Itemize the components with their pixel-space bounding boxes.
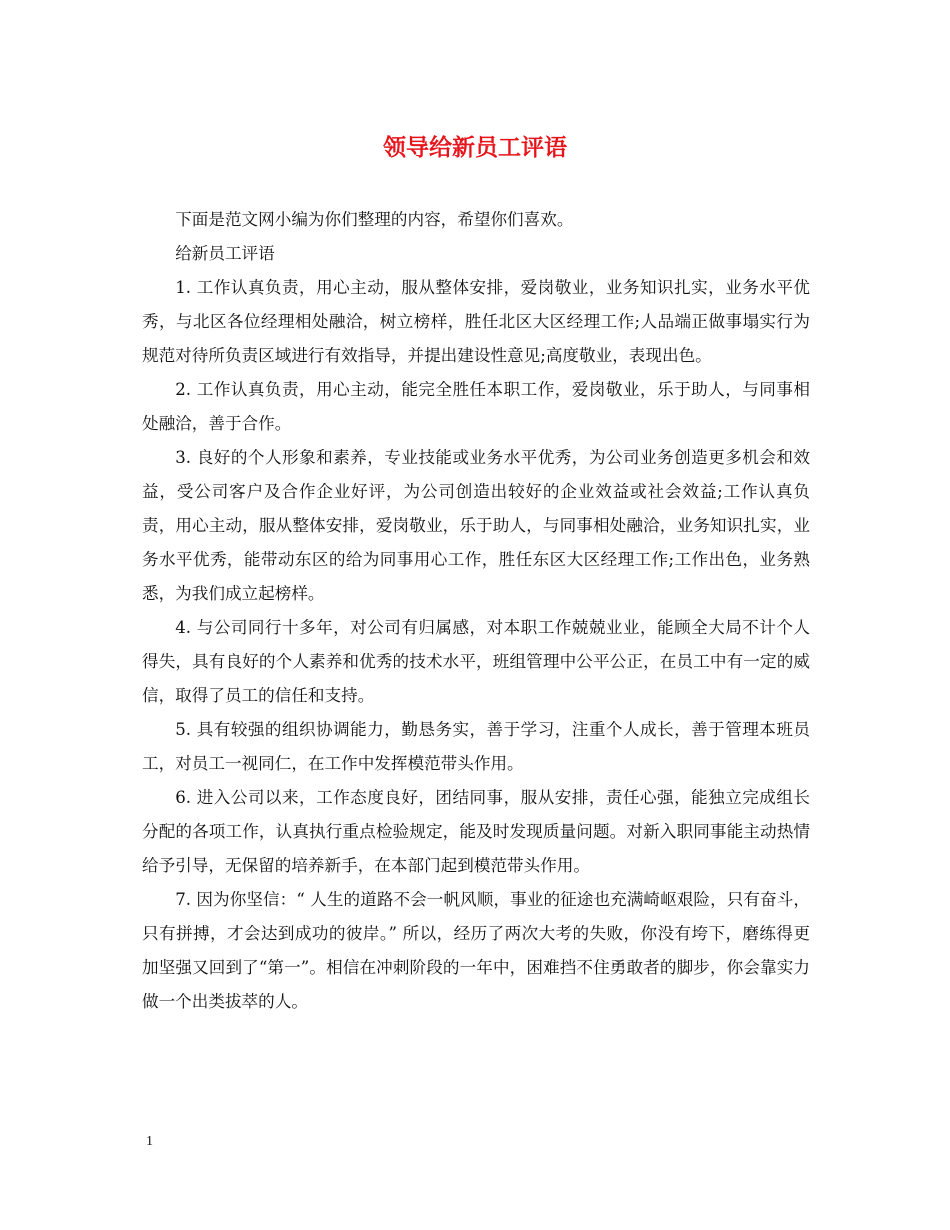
comment-paragraph-7: 7. 因为你坚信：“ 人生的道路不会一帆风顺，事业的征途也充满崎岖艰险，只有奋斗，只有拼搏，才会达到成功的彼岸。” 所以，经历了两次大考的失败，你没有垮下，磨练得更加坚强又回到了“第一”。相信在冲刺阶段的一年中，困难挡不住勇敢者的脚步，你会靠实力做一个出类拔萃的人。	[142, 890, 810, 1011]
document-title: 领导给新员工评语	[383, 134, 567, 161]
comment-paragraph-3: 3. 良好的个人形象和素养，专业技能或业务水平优秀，为公司业务创造更多机会和效益，受公司客户及合作企业好评，为公司创造出较好的企业效益或社会效益;工作认真负责，用心主动，服从整体安排，爱岗敬业，乐于助人，与同事相处融洽，业务知识扎实，业务水平优秀，能带动东区的给为同事用心工作，胜任东区大区经理工作;工作出色，业务熟悉，为我们成立起榜样。	[142, 448, 810, 603]
comment-paragraph-6: 6. 进入公司以来，工作态度良好，团结同事，服从安排，责任心强，能独立完成组长分配的各项工作，认真执行重点检验规定，能及时发现质量问题。对新入职同事能主动热情给予引导，无保留的培养新手，在本部门起到模范带头作用。	[142, 788, 810, 875]
intro-paragraph: 下面是范文网小编为你们整理的内容，希望你们喜欢。	[175, 210, 574, 229]
comment-paragraph-2: 2. 工作认真负责，用心主动，能完全胜任本职工作，爱岗敬业，乐于助人，与同事相处融洽，善于合作。	[142, 380, 810, 433]
comment-paragraph-4: 4. 与公司同行十多年，对公司有归属感，对本职工作兢兢业业，能顾全大局不计个人得失，具有良好的个人素养和优秀的技术水平，班组管理中公平公正，在员工中有一定的威信，取得了员工的信任和支持。	[142, 618, 810, 705]
page-number: 1	[146, 1134, 153, 1149]
comment-paragraph-1: 1. 工作认真负责，用心主动，服从整体安排，爱岗敬业，业务知识扎实，业务水平优秀，与北区各位经理相处融洽，树立榜样，胜任北区大区经理工作;人品端正做事塌实行为规范对待所负责区域进行有效指导，并提出建设性意见;高度敬业，表现出色。	[142, 278, 810, 365]
document-body	[142, 203, 810, 1019]
comment-paragraph-5: 5. 具有较强的组织协调能力，勤恳务实，善于学习，注重个人成长，善于管理本班员工，对员工一视同仁，在工作中发挥模范带头作用。	[142, 720, 810, 773]
section-heading: 给新员工评语	[175, 244, 275, 263]
